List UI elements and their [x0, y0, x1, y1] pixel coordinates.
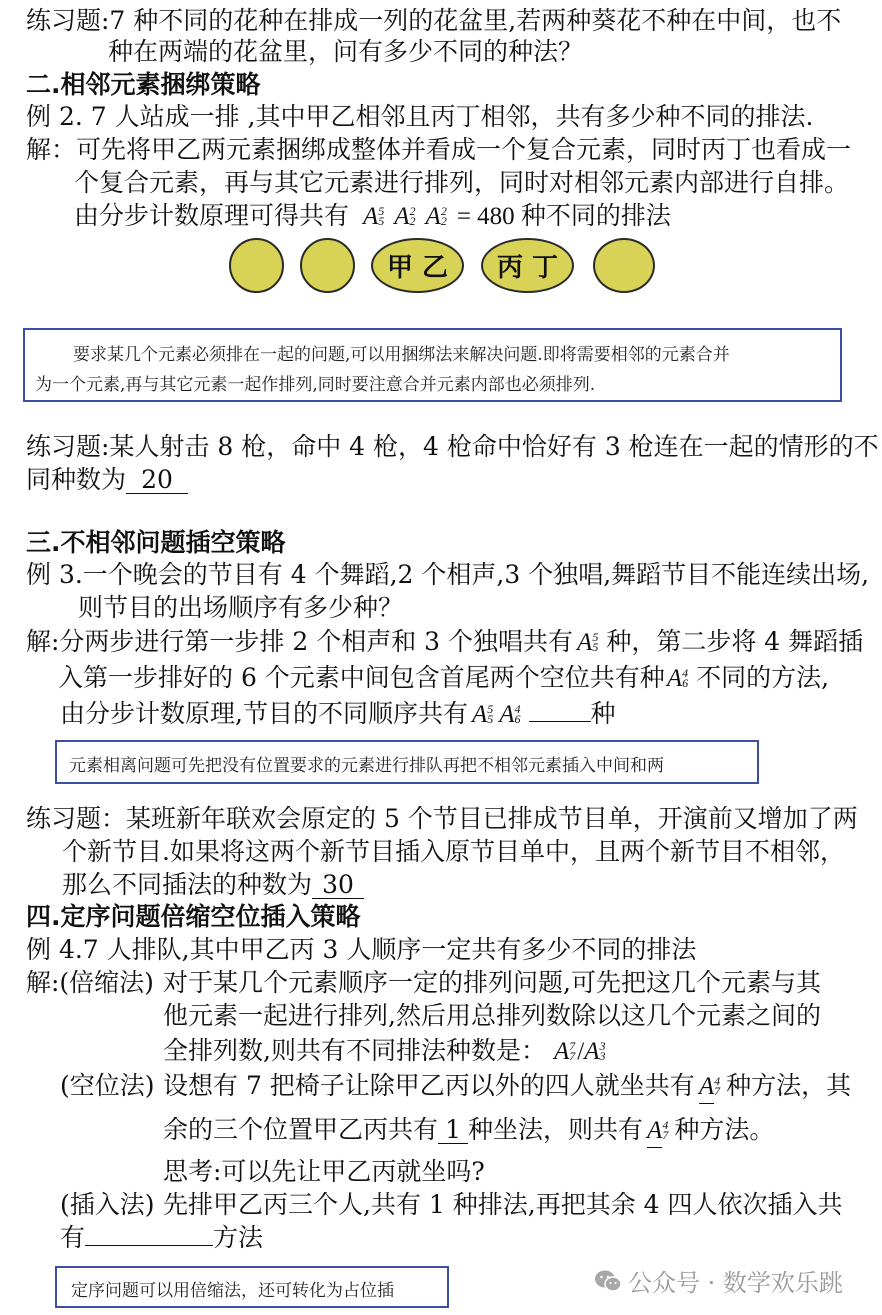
- answer-blank-4: [85, 1245, 213, 1246]
- example-3-line-2: 则节目的出场顺序有多少种？: [78, 593, 404, 622]
- solution-4-line-1: 对于某几个元素顺序一定的排列问题,可先把这几个元素与其: [163, 968, 821, 997]
- solution-4-line-2: 他元素一起进行排列,然后用总排列数除以这几个元素之间的: [163, 1001, 821, 1030]
- answer-blank-3: [529, 721, 591, 722]
- formula-a5a2a2: A 5 5 A 2 2 A 2 2 = 480: [362, 203, 515, 230]
- watermark: 公众号 · 数学欢乐跳: [594, 1263, 843, 1298]
- tip-box-bundling: [23, 328, 842, 402]
- practice-2-line-2: 同种数为 20: [26, 464, 188, 496]
- solution-2-line-2: 个复合元素，再与其它元素进行排列，同时对相邻元素内部进行自排。: [74, 168, 850, 197]
- formula-a77-over-a33: A 7 7 /A 3 3: [553, 1038, 606, 1065]
- tip-bundling-line-2: 为一个元素,再与其它元素一起作排列,同时要注意合并元素内部也必须排列.: [35, 375, 596, 395]
- solution-3-line-3: 由分步计数原理,节目的不同顺序共有 A 5 5 A 4 6 种: [60, 699, 616, 728]
- empty-seat-label: (空位法): [60, 1071, 155, 1100]
- solution-4-line-3: 全排列数,则共有不同排法种数是： A 7 7 /A 3 3: [163, 1036, 606, 1065]
- section-2-heading: 二.相邻元素捆绑策略: [26, 70, 261, 99]
- example-3-line-1: 例 3.一个晚会的节目有 4 个舞蹈,2 个相声,3 个独唱,舞蹈节目不能连续出场,: [26, 560, 870, 589]
- solution-2-line-3: 由分步计数原理可得共有 A 5 5 A 2 2 A 2 2 = 480 种不同的排法: [74, 201, 671, 230]
- oval-empty-3: [593, 238, 655, 293]
- oval-empty-2: [300, 238, 355, 293]
- formula-a74-a: A 4 7: [699, 1071, 714, 1104]
- section-4-heading: 四.定序问题倍缩空位插入策略: [26, 902, 361, 931]
- practice-3-line-1: 练习题：某班新年联欢会原定的 5 个节目已排成节目单，开演前又增加了两: [26, 804, 858, 833]
- oval-empty-1: [229, 238, 284, 293]
- formula-a64: A 4 6: [666, 665, 689, 692]
- solution-3-line-1: 解:分两步进行第一步排 2 个相声和 3 个独唱共有 A 5 5 种，第二步将 4 舞蹈插: [26, 626, 863, 659]
- insert-label: (插入法): [60, 1190, 155, 1219]
- practice-2-line-1: 练习题:某人射击 8 枪，命中 4 枪，4 枪命中恰好有 3 枪连在一起的情形的不: [26, 432, 879, 461]
- insert-line-2: 有 方法: [60, 1223, 264, 1252]
- practice-3-line-3: 那么不同插法的种数为 30: [62, 869, 364, 901]
- solution-3-line-2: 入第一步排好的 6 个元素中间包含首尾两个空位共有种A 4 6 不同的方法,: [58, 662, 829, 695]
- practice-3-line-2: 个新节目.如果将这两个新节目插入原节目单中，且两个新节目不相邻，: [62, 837, 845, 866]
- empty-seat-line-2: 余的三个位置甲乙丙共有 1 种坐法，则共有 A 4 7 种方法。: [163, 1114, 774, 1148]
- tip-box-ordering: 定序问题可以用倍缩法，还可转化为占位插: [55, 1266, 449, 1308]
- insert-line-1: 先排甲乙丙三个人,共有 1 种排法,再把其余 4 四人依次插入共: [163, 1190, 843, 1219]
- tip-bundling-line-1: 要求某几个元素必须排在一起的问题,可以用捆绑法来解决问题.即将需要相邻的元素合并: [73, 345, 730, 365]
- practice-1-line-2: 种在两端的花盆里，问有多少不同的种法？: [108, 37, 584, 66]
- formula-a55: A 5 5: [577, 629, 599, 656]
- formula-a55-a64: A 5 5 A 4 6: [471, 701, 521, 728]
- practice-1-line-1: 练习题:7 种不同的花种在排成一列的花盆里,若两种葵花不种在中间，也不: [26, 6, 842, 35]
- example-4: 例 4.7 人排队,其中甲乙丙 3 人顺序一定共有多少不同的排法: [26, 935, 697, 964]
- formula-a74-b: A 4 7: [647, 1115, 662, 1148]
- answer-blank-20: 20: [126, 467, 188, 494]
- answer-blank-1: 1: [438, 1117, 468, 1144]
- think-question: 思考:可以先让甲乙丙就坐吗?: [163, 1157, 485, 1186]
- answer-blank-30: 30: [312, 872, 364, 899]
- empty-seat-line-1: 设想有 7 把椅子让除甲乙丙以外的四人就坐共有 A 4 7 种方法，其: [163, 1070, 851, 1104]
- tip-box-inserting: 元素相离问题可先把没有位置要求的元素进行排队再把不相邻元素插入中间和两: [55, 740, 759, 784]
- solution-4-label: 解:(倍缩法): [26, 968, 154, 997]
- oval-jia-yi: 甲 乙: [371, 238, 464, 293]
- example-2: 例 2. 7 人站成一排 ,其中甲乙相邻且丙丁相邻，共有多少种不同的排法.: [26, 102, 814, 131]
- solution-2-line-1: 解：可先将甲乙两元素捆绑成整体并看成一个复合元素，同时丙丁也看成一: [26, 135, 852, 164]
- section-3-heading: 三.不相邻问题插空策略: [26, 528, 286, 557]
- wechat-icon: [594, 1269, 622, 1293]
- oval-bing-ding: 丙 丁: [481, 238, 574, 293]
